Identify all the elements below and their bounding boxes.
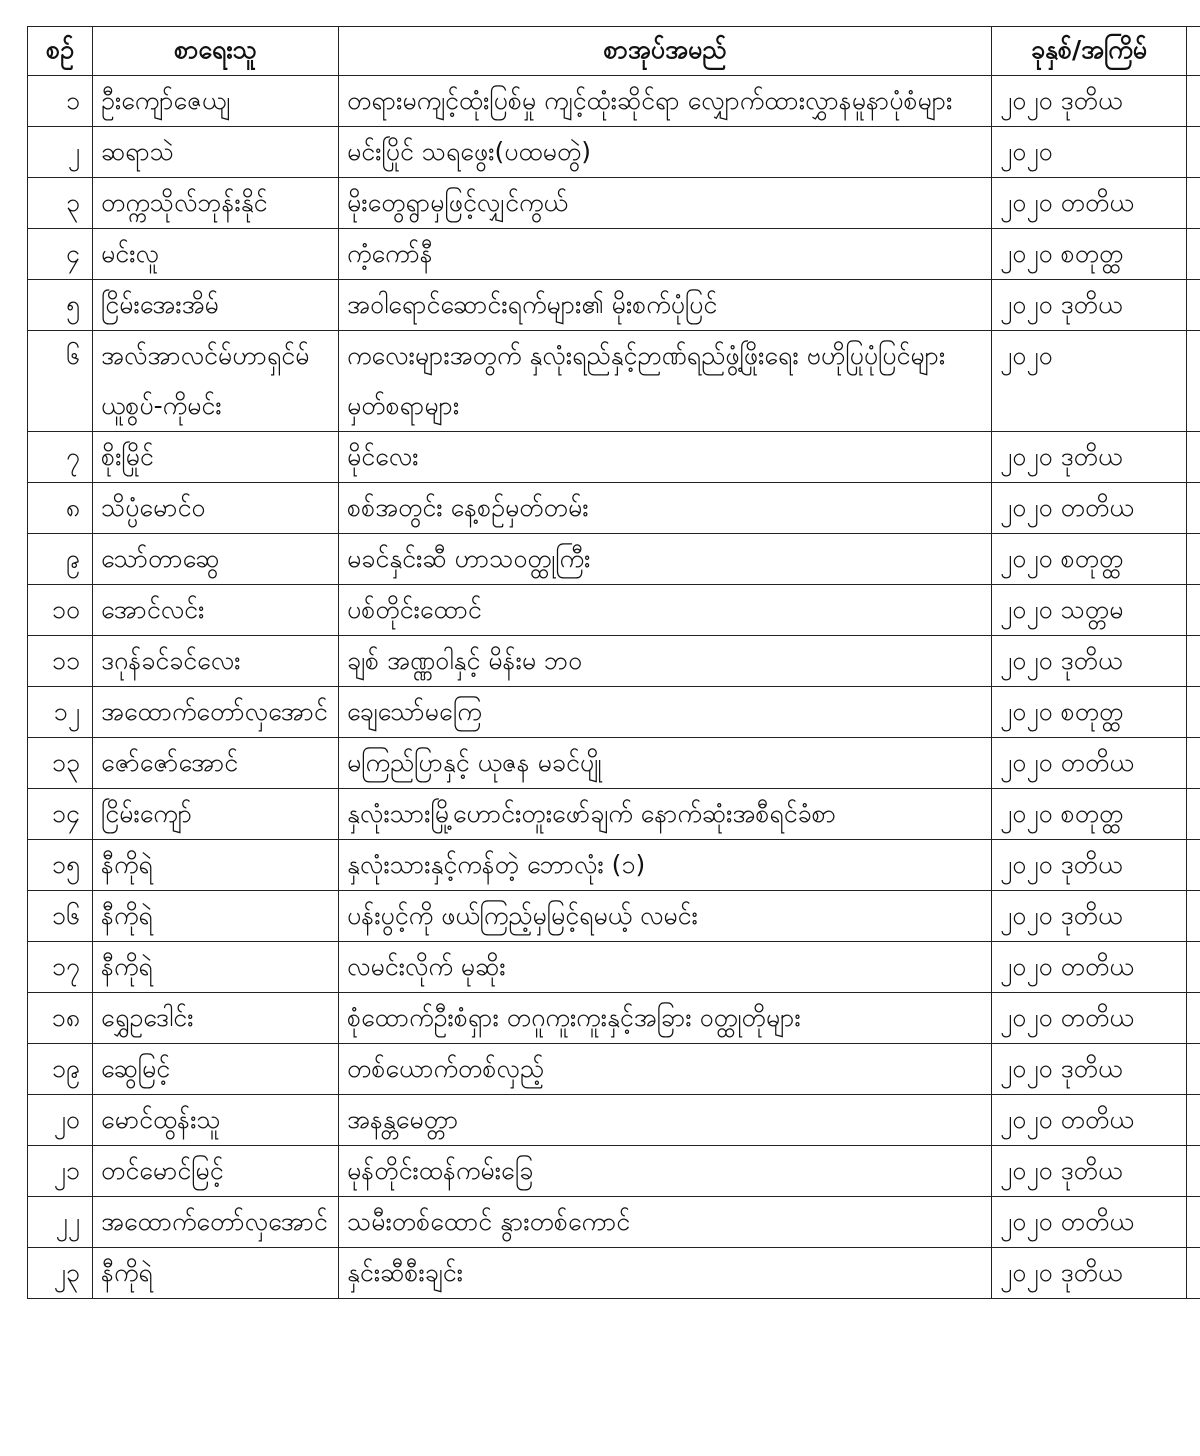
cell-date: ၂၀၂၀ (992, 331, 1187, 432)
cell-date: ၂၀၂၀ ဒုတိယ (992, 1248, 1187, 1299)
cell-author: အထောက်တော်လှအောင် (93, 1197, 339, 1248)
cell-extra (1187, 1095, 1200, 1146)
cell-author: အောင်လင်း (93, 585, 339, 636)
header-author: စာရေးသူ (93, 27, 339, 76)
table-row (28, 738, 1200, 789)
table-row (28, 1197, 1200, 1248)
cell-title: မကြည်ပြာနှင့် ယုဇန မခင်ပျို (339, 738, 992, 789)
cell-extra (1187, 280, 1200, 331)
cell-date: ၂၀၂၀ တတိယ (992, 942, 1187, 993)
cell-title: ကံ့ကော်နီ (339, 229, 992, 280)
cell-number: ၅ (28, 280, 93, 331)
cell-number: ၁၄ (28, 789, 93, 840)
cell-extra (1187, 534, 1200, 585)
table-row (28, 993, 1200, 1044)
table-row (28, 1248, 1200, 1299)
cell-date: ၂၀၂၀ စတုတ္ထ (992, 229, 1187, 280)
cell-author: နီကိုရဲ (93, 1248, 339, 1299)
cell-extra (1187, 1146, 1200, 1197)
cell-extra (1187, 738, 1200, 789)
cell-author: တက္ကသိုလ်ဘုန်းနိုင် (93, 178, 339, 229)
cell-date: ၂၀၂၀ ဒုတိယ (992, 840, 1187, 891)
cell-author: မောင်ထွန်းသူ (93, 1095, 339, 1146)
cell-number: ၂၂ (28, 1197, 93, 1248)
cell-number: ၃ (28, 178, 93, 229)
cell-date: ၂၀၂၀ တတိယ (992, 483, 1187, 534)
cell-number: ၈ (28, 483, 93, 534)
cell-date: ၂၀၂၀ စတုတ္ထ (992, 534, 1187, 585)
header-title: စာအုပ်အမည် (339, 27, 992, 76)
cell-date: ၂၀၂၀ ဒုတိယ (992, 280, 1187, 331)
cell-date: ၂၀၂၀ ဒုတိယ (992, 1146, 1187, 1197)
cell-date: ၂၀၂၀ စတုတ္ထ (992, 789, 1187, 840)
cell-title: ကလေးများအတွက် နှလုံးရည်နှင့်ဉာဏ်ရည်ဖွံ့ဖြိုးရေး ဗဟိုပြုပုံပြင်များ မှတ်စရာများ (339, 331, 992, 432)
cell-extra (1187, 636, 1200, 687)
cell-author: အလ်အာလင်မ်ဟာရှင်မ်ယူစွပ်-ကိုမင်း (93, 331, 339, 432)
cell-number: ၄ (28, 229, 93, 280)
cell-title: မိုးတွေရွာမှဖြင့်လျှင်ကွယ် (339, 178, 992, 229)
cell-extra (1187, 1197, 1200, 1248)
table-row (28, 1146, 1200, 1197)
table-row (28, 331, 1200, 432)
cell-date: ၂၀၂၀ ဒုတိယ (992, 891, 1187, 942)
cell-extra (1187, 891, 1200, 942)
cell-date: ၂၀၂၀ တတိယ (992, 738, 1187, 789)
table-row (28, 280, 1200, 331)
cell-date: ၂၀၂၀ တတိယ (992, 178, 1187, 229)
cell-author: မင်းလူ (93, 229, 339, 280)
cell-extra (1187, 331, 1200, 432)
cell-extra (1187, 1044, 1200, 1095)
cell-number: ၇ (28, 432, 93, 483)
cell-date: ၂၀၂၀ ဒုတိယ (992, 1044, 1187, 1095)
cell-number: ၉ (28, 534, 93, 585)
cell-extra (1187, 687, 1200, 738)
cell-extra (1187, 993, 1200, 1044)
cell-date: ၂၀၂၀ ဒုတိယ (992, 636, 1187, 687)
cell-title: တရားမကျင့်ထုံးပြစ်မှု ကျင့်ထုံးဆိုင်ရာ လျှောက်ထားလွှာနမူနာပုံစံများ (339, 76, 992, 127)
table-row (28, 229, 1200, 280)
cell-number: ၆ (28, 331, 93, 432)
cell-title: မခင်နှင်းဆီ ဟာသဝတ္ထုကြီး (339, 534, 992, 585)
cell-extra (1187, 127, 1200, 178)
cell-author: ဆရာသဲ (93, 127, 339, 178)
cell-author: ငြိမ်းအေးအိမ် (93, 280, 339, 331)
cell-author: တင်မောင်မြင့် (93, 1146, 339, 1197)
table-row (28, 687, 1200, 738)
cell-author: နီကိုရဲ (93, 840, 339, 891)
table-row (28, 789, 1200, 840)
header-number: စဉ် (28, 27, 93, 76)
cell-author: သော်တာဆွေ (93, 534, 339, 585)
book-list-table (27, 26, 1200, 1299)
table-row (28, 942, 1200, 993)
cell-author: ဒဂုန်ခင်ခင်လေး (93, 636, 339, 687)
cell-extra (1187, 942, 1200, 993)
cell-author: စိုးမြိုင် (93, 432, 339, 483)
header-row (28, 27, 1200, 76)
cell-number: ၂ (28, 127, 93, 178)
table-row (28, 891, 1200, 942)
cell-number: ၁၂ (28, 687, 93, 738)
cell-title: အနန္တမေတ္တာ (339, 1095, 992, 1146)
cell-number: ၂၃ (28, 1248, 93, 1299)
cell-number: ၁ (28, 76, 93, 127)
cell-author: ရွှေဥဒေါင်း (93, 993, 339, 1044)
cell-number: ၁၅ (28, 840, 93, 891)
cell-number: ၁၀ (28, 585, 93, 636)
cell-extra (1187, 789, 1200, 840)
cell-title: အဝါရောင်ဆောင်းရက်များ၏ မိုးစက်ပုံပြင် (339, 280, 992, 331)
cell-extra (1187, 1248, 1200, 1299)
cell-author: အထောက်တော်လှအောင် (93, 687, 339, 738)
cell-number: ၁၃ (28, 738, 93, 789)
cell-date: ၂၀၂၀ တတိယ (992, 1197, 1187, 1248)
cell-extra (1187, 76, 1200, 127)
table-row (28, 585, 1200, 636)
header-extra (1187, 27, 1200, 76)
cell-extra (1187, 483, 1200, 534)
cell-date: ၂၀၂၀ သတ္တမ (992, 585, 1187, 636)
cell-title: ချစ် အဏ္ဏဝါနှင့် မိန်းမ ဘဝ (339, 636, 992, 687)
cell-date: ၂၀၂၀ ဒုတိယ (992, 76, 1187, 127)
cell-title: နှလုံးသားနှင့်ကန်တဲ့ ဘောလုံး (၁) (339, 840, 992, 891)
cell-author: ဆွေမြင့် (93, 1044, 339, 1095)
cell-number: ၁၁ (28, 636, 93, 687)
cell-title: နှင်းဆီစီးချင်း (339, 1248, 992, 1299)
table-row (28, 483, 1200, 534)
table-row (28, 840, 1200, 891)
cell-author: ငြိမ်းကျော် (93, 789, 339, 840)
cell-title: စုံထောက်ဦးစံရှား တဂူကူးကူးနှင့်အခြား ဝတ္ထုတိုများ (339, 993, 992, 1044)
cell-title: မင်းပြိုင် သရဖွေး(ပထမတွဲ) (339, 127, 992, 178)
table-row (28, 432, 1200, 483)
cell-title: သမီးတစ်ထောင် နွားတစ်ကောင် (339, 1197, 992, 1248)
cell-number: ၁၇ (28, 942, 93, 993)
cell-title: တစ်ယောက်တစ်လှည့် (339, 1044, 992, 1095)
table-row (28, 1044, 1200, 1095)
cell-author: နီကိုရဲ (93, 942, 339, 993)
cell-extra (1187, 585, 1200, 636)
header-date: ခုနှစ်/အကြိမ် (992, 27, 1187, 76)
cell-title: စစ်အတွင်း နေ့စဉ်မှတ်တမ်း (339, 483, 992, 534)
cell-number: ၁၈ (28, 993, 93, 1044)
cell-extra (1187, 178, 1200, 229)
table-row (28, 1095, 1200, 1146)
table-row (28, 76, 1200, 127)
cell-title: ချေသော်မကြေ (339, 687, 992, 738)
cell-number: ၂၀ (28, 1095, 93, 1146)
table-row (28, 636, 1200, 687)
cell-title: ပန်းပွင့်ကို ဖယ်ကြည့်မှမြင့်ရမယ့် လမင်း (339, 891, 992, 942)
cell-number: ၁၉ (28, 1044, 93, 1095)
cell-number: ၂၁ (28, 1146, 93, 1197)
table-row (28, 127, 1200, 178)
cell-author: နီကိုရဲ (93, 891, 339, 942)
cell-title: လမင်းလိုက် မုဆိုး (339, 942, 992, 993)
cell-extra (1187, 840, 1200, 891)
cell-date: ၂၀၂၀ တတိယ (992, 1095, 1187, 1146)
cell-title: မိုင်လေး (339, 432, 992, 483)
cell-title: နှလုံးသားမြို့ဟောင်းတူးဖော်ချက် နောက်ဆုံးအစီရင်ခံစာ (339, 789, 992, 840)
cell-date: ၂၀၂၀ တတိယ (992, 993, 1187, 1044)
cell-author: သိပ္ပံမောင်ဝ (93, 483, 339, 534)
table-row (28, 178, 1200, 229)
cell-title: မုန်တိုင်းထန်ကမ်းခြေ (339, 1146, 992, 1197)
cell-extra (1187, 229, 1200, 280)
cell-author: ဇော်ဇော်အောင် (93, 738, 339, 789)
table-row (28, 534, 1200, 585)
cell-date: ၂၀၂၀ စတုတ္ထ (992, 687, 1187, 738)
cell-date: ၂၀၂၀ (992, 127, 1187, 178)
cell-date: ၂၀၂၀ ဒုတိယ (992, 432, 1187, 483)
cell-number: ၁၆ (28, 891, 93, 942)
cell-title: ပစ်တိုင်းထောင် (339, 585, 992, 636)
cell-author: ဦးကျော်ဇေယျ (93, 76, 339, 127)
cell-extra (1187, 432, 1200, 483)
